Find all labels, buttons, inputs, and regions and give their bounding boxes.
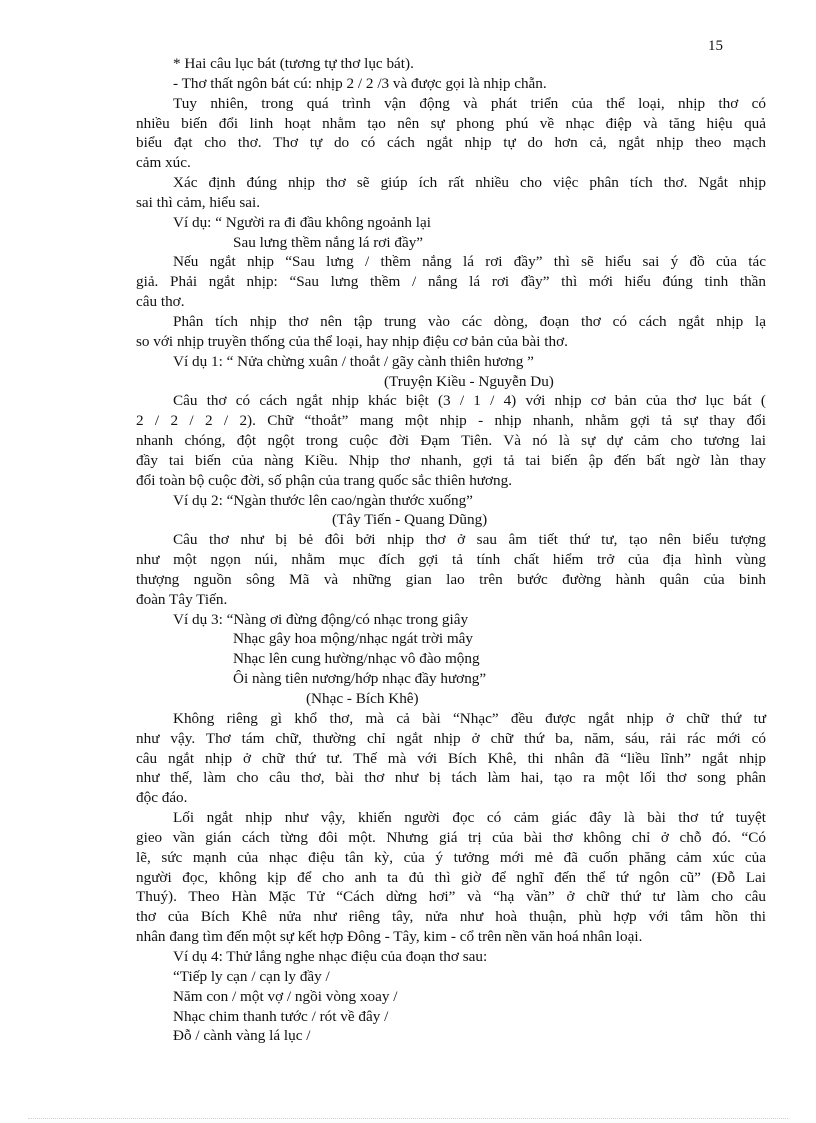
- text-line: Phân tích nhịp thơ nên tập trung vào các dòng, đoạn thơ có cách ngắt nhịp lạ: [173, 312, 766, 330]
- text-line: Câu thơ có cách ngắt nhịp khác biệt (3 / 1 / 4) với nhịp cơ bản của thơ lục bát (: [173, 392, 766, 410]
- text-line: độc đáo.: [136, 789, 188, 807]
- text-line: Ví dụ 2: “Ngàn thước lên cao/ngàn thước xuống”: [173, 491, 473, 509]
- text-line: gieo vần gián cách từng đôi một. Nhưng giá trị của bài thơ không chỉ ở chỗ đó. “Có: [136, 828, 766, 846]
- text-line: người đọc, không kịp để cho anh ta đủ thì giờ để nghĩ đến thể tứ ngôn cũ” (Đỗ Lai: [136, 868, 766, 886]
- text-line: nhiều biến đổi linh hoạt nhằm tạo nên sự phong phú về nhạc điệp và tăng hiệu quả: [136, 114, 766, 132]
- text-line: thượng nguồn sông Mã và những gian lao trên bước đường hành quân của binh: [136, 570, 766, 588]
- text-line: Tuy nhiên, trong quá trình vận động và phát triển của thể loại, nhịp thơ có: [173, 94, 766, 112]
- text-line: Thuý). Theo Hàn Mặc Tử “Cách dừng hơi” và “hạ vần” ở chữ thứ tư làm cho câu: [136, 888, 766, 906]
- text-line: “Tiếp ly cạn / cạn ly đầy /: [173, 967, 330, 985]
- text-line: (Truyện Kiều - Nguyễn Du): [384, 372, 554, 390]
- text-line: thơ của Bích Khê nửa như riêng tây, nửa như hoà thuận, phù hợp với tâm hồn thi: [136, 908, 766, 926]
- text-line: nhanh chóng, đột ngột trong cuộc đời Đạm Tiên. Và nó là sự dự cảm cho tương lai: [136, 432, 766, 450]
- text-line: Ví dụ 1: “ Nửa chừng xuân / thoắt / gãy cành thiên hương ”: [173, 352, 534, 370]
- body-text: [136, 54, 766, 1046]
- text-line: Ôi nàng tiên nương/hớp nhạc đầy hương”: [233, 670, 487, 688]
- text-line: 2 / 2 / 2 / 2). Chữ “thoắt” mang một nhịp - nhịp nhanh, nhằm gợi tả sự thay đổi: [136, 412, 766, 430]
- text-line: biểu đạt cho thơ. Thơ tự do có cách ngắt nhịp tự do hơn cả, ngắt nhịp theo mạch: [136, 134, 766, 152]
- text-line: Nhạc chim thanh tước / rót về đây /: [173, 1007, 389, 1025]
- text-line: Nhạc gây hoa mộng/nhạc ngát trời mây: [233, 630, 473, 648]
- text-line: câu thơ.: [136, 293, 185, 311]
- text-line: Không riêng gì khổ thơ, mà cả bài “Nhạc” đều được ngắt nhịp ở chữ thứ tư: [173, 709, 766, 727]
- text-line: - Thơ thất ngôn bát cú: nhịp 2 / 2 /3 và được gọi là nhịp chẵn.: [173, 74, 547, 92]
- text-line: sai thì cảm, hiểu sai.: [136, 193, 260, 211]
- text-line: Câu thơ như bị bẻ đôi bởi nhịp thơ ở sau âm tiết thứ tư, tạo nên biểu tượng: [173, 531, 766, 549]
- text-line: (Tây Tiến - Quang Dũng): [332, 511, 488, 529]
- text-line: giả. Phải ngắt nhịp: “Sau lưng thềm / nắng lá rơi đầy” thì mới hiểu đúng tinh thần: [136, 273, 766, 291]
- text-line: câu ngắt nhịp ở chữ thứ tư. Thế mà với Bích Khê, thi nhân đã “liều lĩnh” ngắt nhịp: [136, 749, 766, 767]
- text-line: Lối ngắt nhịp như vậy, khiến người đọc có cảm giác đây là bài thơ tứ tuyệt: [173, 809, 766, 827]
- text-line: Năm con / một vợ / ngồi vòng xoay /: [173, 987, 398, 1005]
- text-line: đoàn Tây Tiến.: [136, 590, 228, 608]
- text-line: Nhạc lên cung hường/nhạc vô đào mộng: [233, 650, 480, 668]
- text-line: Ví dụ 4: Thử lắng nghe nhạc điệu của đoạn thơ sau:: [173, 947, 488, 965]
- text-line: đầy tai biến của nàng Kiều. Nhịp thơ nhanh, gợi tả tai biến ập đến bất ngờ làn thay: [136, 451, 766, 469]
- page-number: 15: [708, 38, 723, 54]
- text-line: đổi toàn bộ cuộc đời, số phận của trang quốc sắc thiên hương.: [136, 471, 513, 489]
- text-line: như thế, làm cho câu thơ, bài thơ như bị tách làm hai, tạo ra một lối thơ song phân: [136, 769, 766, 787]
- text-line: (Nhạc - Bích Khê): [306, 690, 419, 707]
- text-line: Sau lưng thềm nắng lá rơi đầy”: [233, 233, 424, 251]
- text-line: Ví dụ: “ Người ra đi đầu không ngoảnh lại: [173, 213, 431, 231]
- text-line: Nếu ngắt nhịp “Sau lưng / thềm nắng lá rơi đầy” thì sẽ hiểu sai ý đồ của tác: [173, 253, 766, 271]
- page-bottom-border: [28, 1118, 788, 1119]
- text-line: * Hai câu lục bát (tương tự thơ lục bát).: [173, 55, 414, 72]
- text-line: Xác định đúng nhịp thơ sẽ giúp ích rất nhiều cho việc phân tích thơ. Ngắt nhịp: [173, 174, 766, 192]
- text-line: nhân đang tìm đến một sự kết hợp Đông - Tây, kim - cổ trên nền văn hoá nhân loại.: [136, 928, 643, 946]
- text-line: so với nhịp truyền thống của thể loại, hay nhịp điệu cơ bản của bài thơ.: [136, 332, 568, 350]
- text-line: cảm xúc.: [136, 154, 191, 172]
- text-line: lẽ, sức mạnh của nhạc điệu tân kỳ, của ý tưởng mới mẻ đã cuốn phăng cảm xúc của: [136, 848, 766, 866]
- text-line: Ví dụ 3: “Nàng ơi đừng động/có nhạc trong giây: [173, 610, 469, 628]
- text-line: như một ngọn núi, nhằm mục đích gợi tả tính chất hiểm trở của địa hình vùng: [136, 551, 766, 569]
- text-line: như vậy. Thơ tám chữ, thường chỉ ngắt nhịp ở chữ thứ ba, năm, sáu, rải rác mới có: [136, 729, 766, 747]
- text-line: Đỗ / cành vàng lá lục /: [173, 1027, 311, 1045]
